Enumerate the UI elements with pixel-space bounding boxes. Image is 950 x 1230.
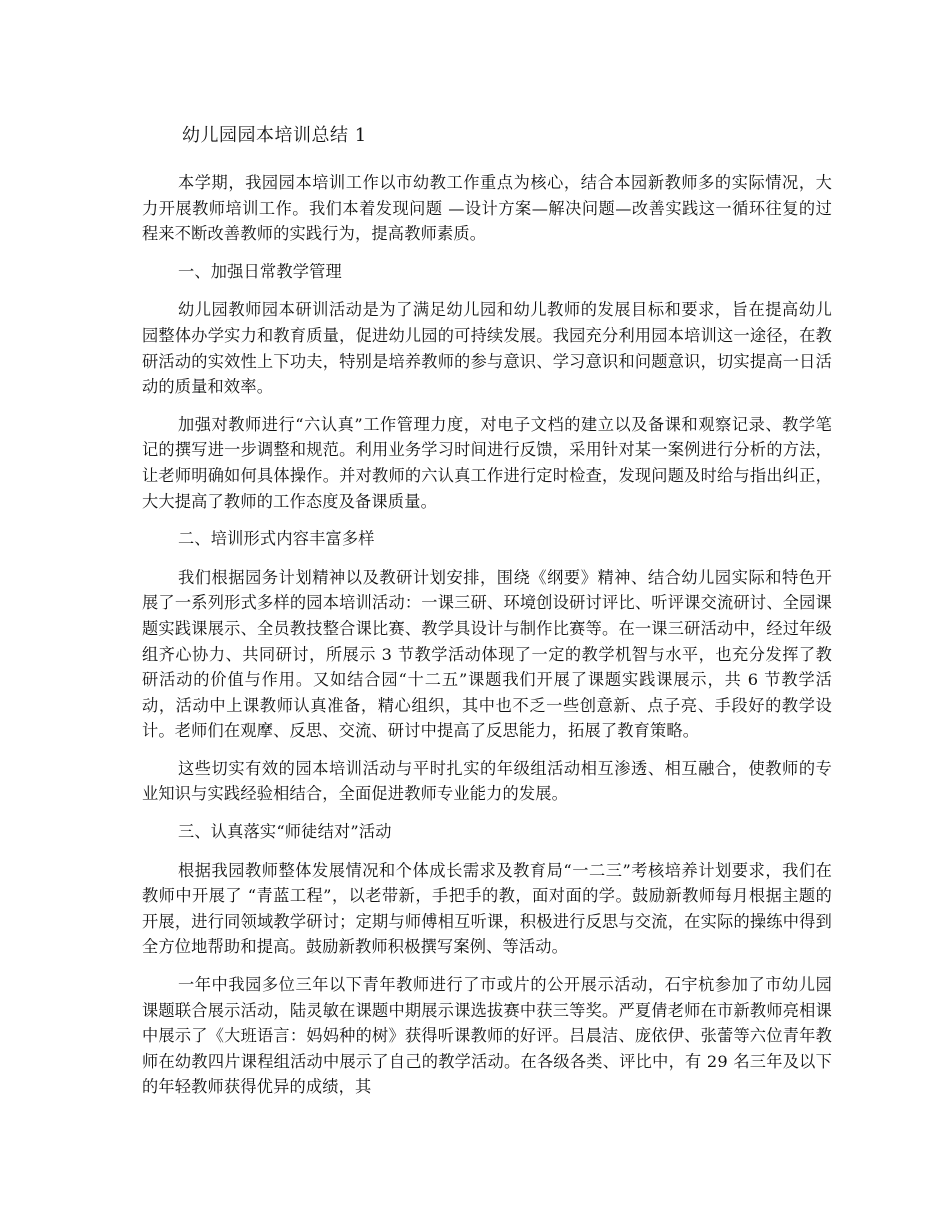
paragraph: 这些切实有效的园本培训活动与平时扎实的年级组活动相互渗透、相互融合，使教师的专业知识与实践经验相结合，全面促进教师专业能力的发展。 bbox=[142, 758, 832, 804]
document-page bbox=[142, 122, 832, 1112]
paragraph: 加强对教师进行“六认真”工作管理力度，对电子文档的建立以及备课和观察记录、教学笔记的撰写进一步调整和规范。利用业务学习时间进行反馈，采用针对某一案例进行分析的方法，让老师明确如何具体操作。并对教师的六认真工作进行定时检查，发现问题及时给与指出纠正，大大提高了教师的工作态度及备课质量。 bbox=[142, 414, 832, 511]
paragraph: 我们根据园务计划精神以及教研计划安排，围绕《纲要》精神、结合幼儿园实际和特色开展了一系列形式多样的园本培训活动：一课三研、环境创设研讨评比、听评课交流研讨、全园课题实践课展示、全员教技整合课比赛、教学具设计与制作比赛等。在一课三研活动中，经过年级组齐心协力、共同研讨，所展示 3 节教学活动体现了一定的教学机智与水平，也充分发挥了教研活动的价值与作用。又如结合园“十二五”课题我们开展了课题实践课展示，共 6 节教学活动，活动中上课教师认真准备，精心组织，其中也不乏一些创意新、点子亮、手段好的教学设计。老师们在观摩、反思、交流、研讨中提高了反思能力，拓展了教育策略。 bbox=[142, 567, 832, 741]
paragraph: 幼儿园教师园本研训活动是为了满足幼儿园和幼儿教师的发展目标和要求，旨在提高幼儿园整体办学实力和教育质量，促进幼儿园的可持续发展。我园充分利用园本培训这一途径，在教研活动的实效性上下功夫，特别是培养教师的参与意识、学习意识和问题意识，切实提高一日活动的质量和效率。 bbox=[142, 300, 832, 397]
section-heading: 二、培训形式内容丰富多样 bbox=[178, 529, 375, 549]
section-heading: 三、认真落实“师徒结对”活动 bbox=[178, 822, 392, 842]
section-heading: 一、加强日常教学管理 bbox=[178, 261, 342, 281]
paragraph: 一年中我园多位三年以下青年教师进行了市或片的公开展示活动，石宇杭参加了市幼儿园课题联合展示活动，陆灵敏在课题中期展示课选拔赛中获三等奖。严夏倩老师在市新教师亮相课中展示了《大班语言：妈妈种的树》获得听课教师的好评。吕晨洁、庞依伊、张蕾等六位青年教师在幼教四片课程组活动中展示了自己的教学活动。在各级各类、评比中，有 29 名三年及以下的年轻教师获得优异的成绩，其 bbox=[142, 975, 832, 1097]
document-title: 幼儿园园本培训总结 1 bbox=[182, 125, 367, 146]
document-body bbox=[142, 170, 832, 1100]
paragraph: 本学期，我园园本培训工作以市幼教工作重点为核心，结合本园新教师多的实际情况，大力开展教师培训工作。我们本着发现问题 —设计方案—解决问题—改善实践这一循环往复的过程来不断改善教师的实践行为，提高教师素质。 bbox=[142, 173, 832, 244]
paragraph: 根据我园教师整体发展情况和个体成长需求及教育局“一二三”考核培养计划要求，我们在教师中开展了 “青蓝工程”，以老带新，手把手的教，面对面的学。鼓励新教师每月根据主题的开展，进行同领域教学研讨；定期与师傅相互听课，积极进行反思与交流，在实际的操练中得到全方位地帮助和提高。鼓励新教师积极撰写案例、等活动。 bbox=[142, 860, 832, 957]
